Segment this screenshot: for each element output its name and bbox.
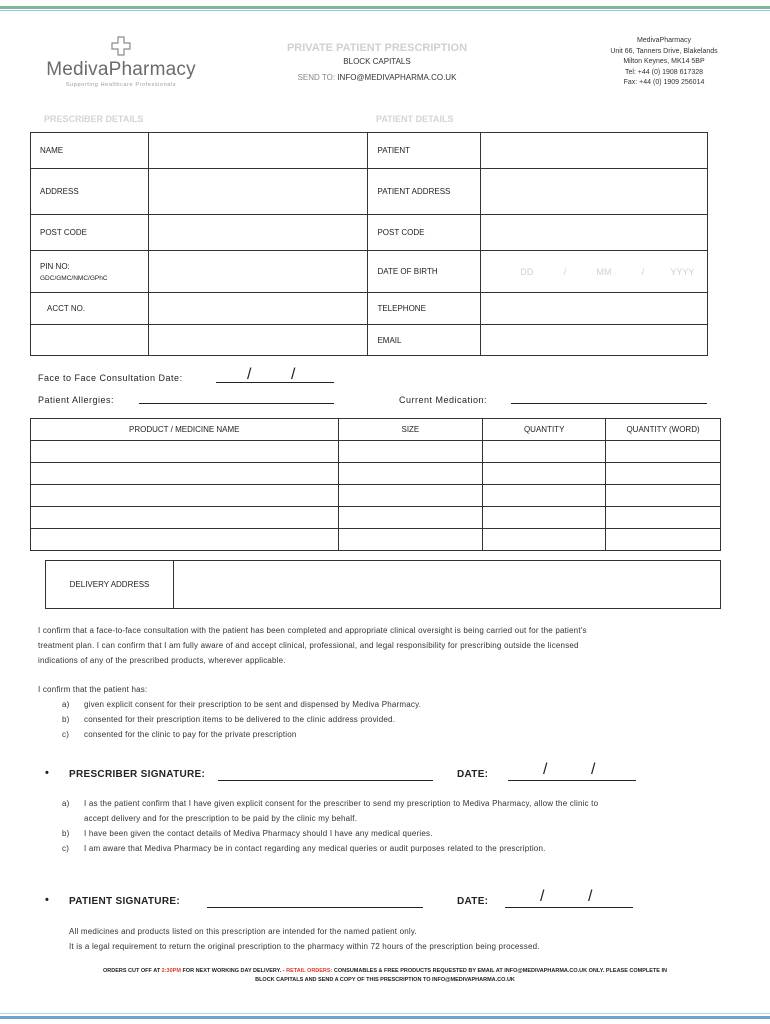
prescriber-signature-field[interactable] — [218, 780, 433, 781]
medicines-rows — [31, 441, 721, 551]
quantity-cell[interactable] — [483, 529, 606, 551]
list-item: c) consented for the clinic to pay for the private prescription — [62, 730, 297, 739]
address-line: Milton Keynes, MK14 5BP — [623, 58, 705, 65]
prescriber-name-field[interactable] — [148, 133, 368, 169]
patient-name-field[interactable] — [481, 133, 708, 169]
address-line: Unit 66, Tanners Drive, Blakelands — [610, 47, 718, 55]
logo-tagline: Supporting Healthcare Professionals — [65, 82, 177, 88]
table-row — [31, 133, 708, 169]
paragraph-line: treatment plan. I can confirm that I am fully aware of and accept clinical, professional, and legal responsibility for prescribing outside the licensed — [38, 641, 579, 650]
blank-field-cell[interactable] — [148, 325, 368, 356]
quantity-cell[interactable] — [483, 441, 606, 463]
dob-label: DATE OF BIRTH — [368, 251, 481, 293]
size-cell[interactable] — [338, 441, 483, 463]
patient-name-label: PATIENT — [368, 133, 481, 169]
quantity-cell[interactable] — [483, 485, 606, 507]
prescriber-postcode-label: POST CODE — [31, 215, 149, 251]
column-header: PRODUCT / MEDICINE NAME — [31, 419, 339, 441]
pin-label-text: PIN NO: — [40, 261, 70, 271]
column-header: QUANTITY (WORD) — [606, 419, 721, 441]
telephone-label: TELEPHONE — [368, 293, 481, 325]
list-item: b) consented for their prescription items to be delivered to the clinic address provided. — [62, 715, 396, 724]
table-row — [31, 325, 708, 356]
table-row — [31, 529, 721, 551]
medicine-name-cell[interactable] — [31, 529, 339, 551]
quantity-word-cell[interactable] — [606, 485, 721, 507]
size-cell[interactable] — [338, 507, 483, 529]
size-cell[interactable] — [338, 485, 483, 507]
prescriber-postcode-field[interactable] — [148, 215, 368, 251]
email-field[interactable] — [481, 325, 708, 356]
acct-label: ACCT NO. — [31, 293, 149, 325]
quantity-word-cell[interactable] — [606, 441, 721, 463]
footer-email: INFO@MEDIVAPHARMA.CO.UK — [432, 977, 515, 983]
delivery-address-label: DELIVERY ADDRESS — [46, 561, 174, 608]
note-line: It is a legal requirement to return the original prescription to the pharmacy within 72 hours of the prescription being processed. — [69, 942, 540, 951]
logo — [46, 36, 196, 88]
consultation-date-field[interactable] — [216, 382, 334, 383]
medicine-name-cell[interactable] — [31, 507, 339, 529]
date-separator: / — [591, 761, 596, 778]
bottom-border-accent — [0, 1013, 770, 1014]
patient-confirmation-list — [62, 796, 598, 856]
dob-month-placeholder: MM — [596, 266, 612, 277]
medicine-name-cell[interactable] — [31, 485, 339, 507]
address-line: MedivaPharmacy — [636, 37, 692, 44]
send-to-label: SEND TO: — [297, 73, 336, 82]
dob-separator: / — [563, 266, 567, 277]
dob-field[interactable] — [481, 251, 708, 293]
patient-address-label: PATIENT ADDRESS — [368, 169, 481, 215]
patient-signature-label: PATIENT SIGNATURE: — [69, 896, 180, 907]
list-item: c) I am aware that Mediva Pharmacy be in contact regarding any medical queries or audit purposes related to the prescription. — [62, 844, 546, 853]
acct-field[interactable] — [148, 293, 368, 325]
quantity-word-cell[interactable] — [606, 463, 721, 485]
list-item: accept delivery and for the prescription to be paid by the clinic my behalf. — [84, 814, 358, 823]
table-row — [31, 293, 708, 325]
table-header-row — [31, 419, 721, 441]
blank-label-cell — [31, 325, 149, 356]
prescriber-details-heading: PRESCRIBER DETAILS — [44, 114, 144, 124]
table-row — [31, 463, 721, 485]
patient-postcode-field[interactable] — [481, 215, 708, 251]
size-cell[interactable] — [338, 529, 483, 551]
table-row — [31, 215, 708, 251]
prescriber-name-label: NAME — [31, 133, 149, 169]
retail-orders-label: RETAIL ORDERS: — [286, 968, 333, 974]
pin-label-sub: GDC/GMC/NMC/GPhC — [40, 274, 108, 282]
send-to-email: INFO@MEDIVAPHARMA.CO.UK — [337, 73, 457, 82]
dob-day-placeholder: DD — [520, 266, 534, 277]
footer-line: ORDERS CUT OFF AT 2:30PM FOR NEXT WORKING DAY DELIVERY. - RETAIL ORDERS: CONSUMABLES & FREE PRODUCTS REQUESTED BY EMAIL AT INFO@MEDIVAPHARMA.CO.UK ONLY. PLEASE COMPLETE IN — [102, 968, 667, 974]
table-row — [31, 485, 721, 507]
prescriber-address-label: ADDRESS — [31, 169, 149, 215]
prescriber-date-field[interactable] — [508, 780, 636, 781]
current-medication-field[interactable] — [511, 403, 707, 404]
patient-date-label: DATE: — [457, 896, 489, 907]
column-header: QUANTITY — [483, 419, 606, 441]
patient-postcode-label: POST CODE — [368, 215, 481, 251]
paragraph-line: indications of any of the prescribed products, wherever applicable. — [38, 656, 286, 665]
prescriber-date-label: DATE: — [457, 769, 489, 780]
prescriber-signature-label: PRESCRIBER SIGNATURE: — [69, 769, 206, 780]
address-line: Tel: +44 (0) 1908 617328 — [624, 68, 704, 76]
dob-separator: / — [641, 266, 645, 277]
address-line: Fax: +44 (0) 1909 256014 — [623, 79, 705, 86]
top-border-accent — [0, 10, 770, 11]
allergies-label: Patient Allergies: — [38, 395, 115, 405]
table-row — [31, 441, 721, 463]
list-item: b) I have been given the contact details of Mediva Pharmacy should I have any medical queries. — [62, 829, 433, 838]
date-separator: / — [543, 761, 548, 778]
prescriber-address-field[interactable] — [148, 169, 368, 215]
footer-notice — [30, 967, 740, 985]
current-medication-label: Current Medication: — [399, 395, 488, 405]
date-separator: / — [540, 888, 545, 905]
delivery-address-field[interactable] — [175, 561, 720, 608]
paragraph-line: I confirm that a face-to-face consultation with the patient has been completed and appropriate clinical oversight is being carried out for the patient's — [38, 626, 587, 635]
size-cell[interactable] — [338, 463, 483, 485]
allergies-field[interactable] — [139, 403, 334, 404]
patient-consent-list — [62, 697, 421, 742]
patient-details-heading: PATIENT DETAILS — [376, 114, 454, 124]
telephone-field[interactable] — [481, 293, 708, 325]
details-table — [30, 132, 708, 356]
form-title: PRIVATE PATIENT PRESCRIPTION — [286, 42, 468, 54]
top-border — [0, 6, 770, 9]
footer-email: INFO@MEDIVAPHARMA.CO.UK — [504, 968, 588, 974]
table-row — [31, 251, 708, 293]
email-label: EMAIL — [368, 325, 481, 356]
bullet: • — [45, 767, 49, 779]
medicine-name-cell[interactable] — [31, 463, 339, 485]
pharmacy-address — [596, 36, 732, 89]
list-item: a) I as the patient confirm that I have given explicit consent for the prescriber to send my prescription to Mediva Pharmacy, allow the clinic to — [62, 799, 599, 808]
quantity-cell[interactable] — [483, 463, 606, 485]
footer-line: BLOCK CAPITALS AND SEND A COPY OF THIS PRESCRIPTION TO INFO@MEDIVAPHARMA.CO.UK — [255, 977, 515, 983]
logo-name: MedivaPharmacy — [46, 59, 196, 80]
date-separator: / — [588, 888, 593, 905]
quantity-word-cell[interactable] — [606, 529, 721, 551]
table-row — [31, 169, 708, 215]
list-item: a) given explicit consent for their prescription to be sent and dispensed by Mediva Pharmacy. — [62, 700, 422, 709]
form-subtitle: BLOCK CAPITALS — [343, 57, 411, 66]
note-line: All medicines and products listed on this prescription are intended for the named patient only. — [69, 927, 417, 936]
date-separator: / — [247, 366, 252, 383]
patient-address-field[interactable] — [481, 169, 708, 215]
date-separator: / — [291, 366, 296, 383]
quantity-cell[interactable] — [483, 507, 606, 529]
column-header: SIZE — [338, 419, 483, 441]
send-to-line — [262, 73, 492, 82]
patient-date-field[interactable] — [505, 907, 633, 908]
medicine-name-cell[interactable] — [31, 441, 339, 463]
quantity-word-cell[interactable] — [606, 507, 721, 529]
table-row — [31, 507, 721, 529]
bullet: • — [45, 894, 49, 906]
cutoff-time: 2:30PM — [161, 968, 181, 974]
notes — [69, 924, 540, 954]
confirmation-paragraph — [38, 623, 587, 668]
dob-year-placeholder: YYYY — [670, 266, 695, 277]
delivery-address-box — [45, 560, 721, 609]
medicines-table — [30, 418, 721, 551]
patient-signature-field[interactable] — [207, 907, 423, 908]
pin-label — [31, 251, 149, 293]
cross-logo-icon — [111, 36, 131, 56]
consultation-date-label: Face to Face Consultation Date: — [38, 373, 183, 383]
confirm-intro: I confirm that the patient has: — [38, 685, 148, 694]
pin-field[interactable] — [148, 251, 368, 293]
bottom-border — [0, 1016, 770, 1019]
